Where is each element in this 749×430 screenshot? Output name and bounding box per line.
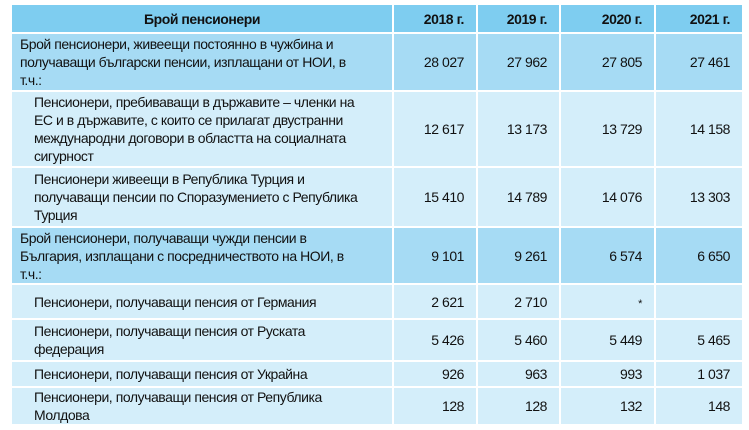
cell-value: 13 173 bbox=[477, 91, 560, 167]
row-label: Брой пенсионери, получаващи чужди пенсии в България, изплащани с посредничеството на НОИ, в т.ч.: bbox=[11, 227, 393, 284]
cell-value: 926 bbox=[393, 361, 477, 387]
row-label: Пенсионери, получаващи пенсия от Република Молдова bbox=[11, 387, 393, 425]
cell-value: 14 076 bbox=[560, 167, 655, 227]
table-row bbox=[11, 91, 743, 167]
cell-value: 14 158 bbox=[655, 91, 743, 167]
cell-value: 28 027 bbox=[393, 33, 477, 91]
cell-value: 128 bbox=[393, 387, 477, 425]
cell-value: 27 805 bbox=[560, 33, 655, 91]
header-row bbox=[11, 4, 743, 33]
table-row bbox=[11, 387, 743, 425]
table-row bbox=[11, 227, 743, 284]
cell-value: 9 101 bbox=[393, 227, 477, 284]
cell-value: 2 621 bbox=[393, 284, 477, 319]
table-row bbox=[11, 361, 743, 387]
row-label: Пенсионери, пребиваващи в държавите – членки на ЕС и в държавите, с които се прилагат двустранни международни договори в областта на социалната сигурност bbox=[11, 91, 393, 167]
header-year-2018: 2018 г. bbox=[393, 4, 477, 33]
cell-value: 5 426 bbox=[393, 319, 477, 361]
header-year-2020: 2020 г. bbox=[560, 4, 655, 33]
cell-value: 128 bbox=[477, 387, 560, 425]
row-label: Пенсионери живеещи в Република Турция и получаващи пенсии по Споразумението с Република Турция bbox=[11, 167, 393, 227]
header-label: Брой пенсионери bbox=[11, 4, 393, 33]
cell-value: 13 303 bbox=[655, 167, 743, 227]
row-label: Брой пенсионери, живеещи постоянно в чужбина и получаващи български пенсии, изплащани от НОИ, в т.ч.: bbox=[11, 33, 393, 91]
cell-value: 6 574 bbox=[560, 227, 655, 284]
cell-value: 993 bbox=[560, 361, 655, 387]
cell-value: 12 617 bbox=[393, 91, 477, 167]
header-year-2021: 2021 г. bbox=[655, 4, 743, 33]
cell-value bbox=[655, 284, 743, 319]
cell-value: 15 410 bbox=[393, 167, 477, 227]
cell-value: 148 bbox=[655, 387, 743, 425]
table-row bbox=[11, 284, 743, 319]
cell-value: 6 650 bbox=[655, 227, 743, 284]
cell-value: 27 461 bbox=[655, 33, 743, 91]
header-year-2019: 2019 г. bbox=[477, 4, 560, 33]
cell-value: 132 bbox=[560, 387, 655, 425]
cell-value: 963 bbox=[477, 361, 560, 387]
table-row bbox=[11, 319, 743, 361]
cell-value: 5 460 bbox=[477, 319, 560, 361]
cell-value: 5 465 bbox=[655, 319, 743, 361]
cell-value: 1 037 bbox=[655, 361, 743, 387]
pensioners-table bbox=[10, 3, 744, 426]
cell-value: 9 261 bbox=[477, 227, 560, 284]
row-label: Пенсионери, получаващи пенсия от Украйна bbox=[11, 361, 393, 387]
cell-value: 14 789 bbox=[477, 167, 560, 227]
row-label: Пенсионери, получаващи пенсия от Германия bbox=[11, 284, 393, 319]
cell-value: * bbox=[560, 284, 655, 319]
row-label: Пенсионери, получаващи пенсия от Руската федерация bbox=[11, 319, 393, 361]
cell-value: 5 449 bbox=[560, 319, 655, 361]
table-row bbox=[11, 167, 743, 227]
cell-value: 13 729 bbox=[560, 91, 655, 167]
cell-value: 2 710 bbox=[477, 284, 560, 319]
table-row bbox=[11, 33, 743, 91]
cell-value: 27 962 bbox=[477, 33, 560, 91]
